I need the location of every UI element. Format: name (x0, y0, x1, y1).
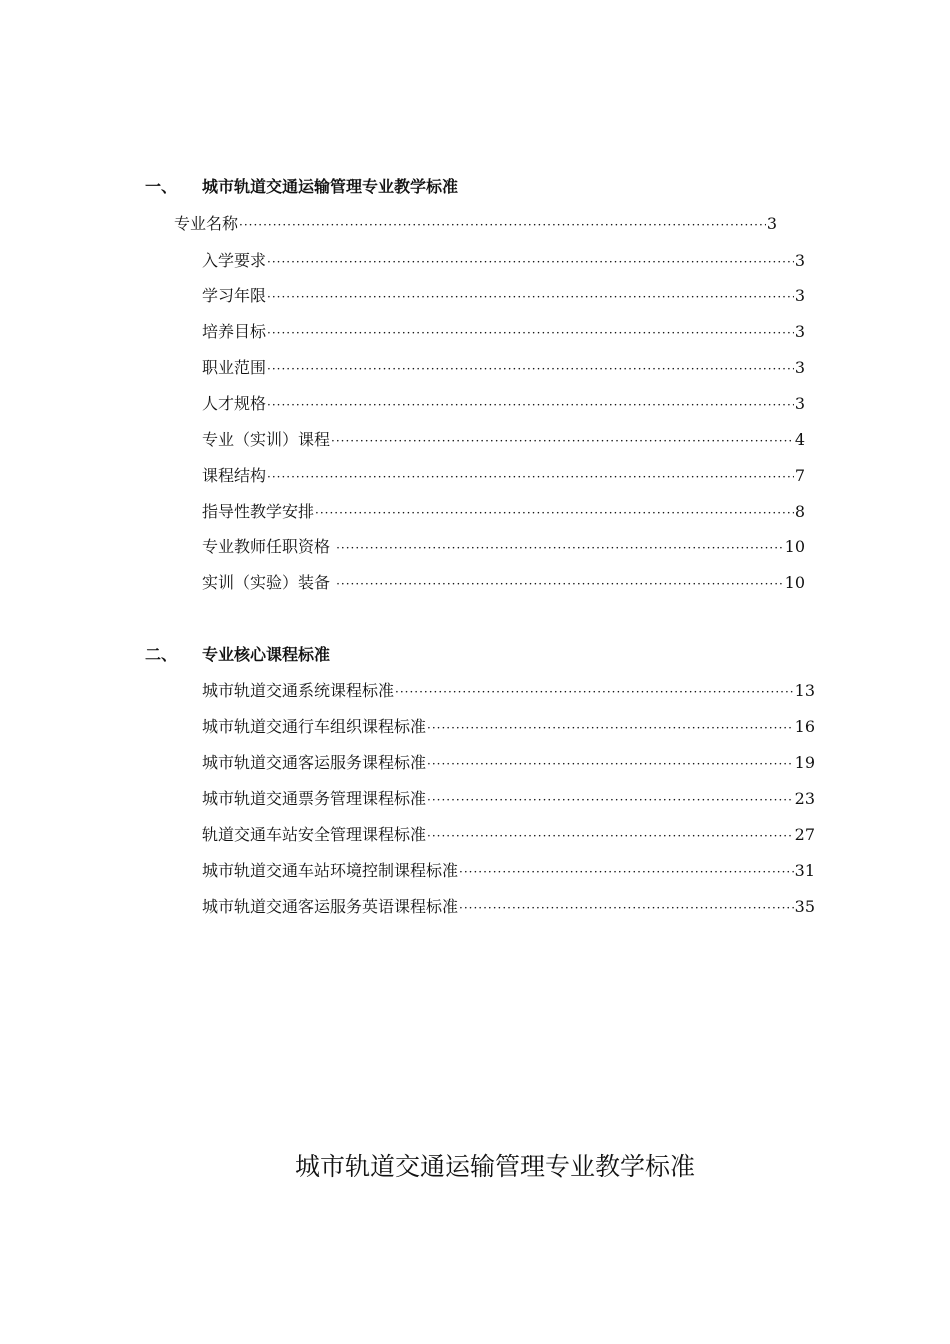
toc-entry-page: 23 (794, 789, 815, 808)
toc-entry[interactable] (202, 572, 805, 595)
toc-leader-dots (267, 466, 794, 488)
toc-entry[interactable] (202, 716, 815, 739)
section-1-title: 城市轨道交通运输管理专业教学标准 (202, 177, 459, 196)
toc-entry-label: 实训（实验）装备 (202, 573, 336, 592)
toc-entry[interactable] (202, 357, 805, 380)
toc-entry-page: 3 (794, 394, 805, 413)
toc-entry-page: 13 (794, 681, 815, 700)
toc-entry-label: 城市轨道交通车站环境控制课程标准 (202, 861, 459, 880)
section-2-number: 二、 (145, 645, 178, 664)
toc-entry[interactable] (202, 752, 815, 775)
toc-entry-label: 专业（实训）课程 (202, 430, 331, 449)
toc-entry-page: 4 (794, 430, 805, 449)
toc-entry-label: 轨道交通车站安全管理课程标准 (202, 825, 427, 844)
toc-entry[interactable] (174, 213, 777, 236)
toc-entry-label: 人才规格 (202, 394, 267, 413)
toc-entry-page: 31 (794, 861, 815, 880)
toc-entry[interactable] (202, 321, 805, 344)
toc-leader-dots (336, 537, 784, 559)
toc-leader-dots (267, 358, 794, 380)
toc-entry[interactable] (202, 465, 805, 488)
toc-entry[interactable] (202, 501, 805, 524)
toc-leader-dots (267, 394, 794, 416)
toc-entry-label: 指导性教学安排 (202, 502, 315, 521)
toc-entry[interactable] (202, 680, 815, 703)
toc-entry-page: 27 (794, 825, 815, 844)
toc-entry-page: 8 (794, 502, 805, 521)
toc-entry[interactable] (202, 860, 815, 883)
toc-entry-page: 7 (794, 466, 805, 485)
toc-leader-dots (331, 430, 794, 452)
toc-entry-label: 入学要求 (202, 251, 267, 270)
toc-leader-dots (427, 825, 794, 847)
toc-entry-label: 专业名称 (174, 214, 239, 233)
toc-entry-label: 培养目标 (202, 322, 267, 341)
toc-leader-dots (267, 322, 794, 344)
toc-entry-label: 城市轨道交通客运服务英语课程标准 (202, 897, 459, 916)
toc-entry-label: 城市轨道交通行车组织课程标准 (202, 717, 427, 736)
toc-leader-dots (395, 681, 794, 703)
section-2-heading (145, 645, 330, 665)
toc-entry-page: 10 (784, 537, 805, 556)
toc-entry-page: 3 (794, 251, 805, 270)
toc-leader-dots (267, 286, 794, 308)
toc-entry-page: 10 (784, 573, 805, 592)
toc-entry-label: 城市轨道交通票务管理课程标准 (202, 789, 427, 808)
toc-entry-label: 课程结构 (202, 466, 267, 485)
toc-leader-dots (336, 573, 784, 595)
document-title: 城市轨道交通运输管理专业教学标准 (294, 1152, 695, 1181)
toc-entry-label: 城市轨道交通系统课程标准 (202, 681, 395, 700)
toc-entry-label: 城市轨道交通客运服务课程标准 (202, 753, 427, 772)
toc-entry-page: 3 (766, 214, 777, 233)
toc-entry[interactable] (202, 824, 815, 847)
toc-leader-dots (427, 753, 794, 775)
toc-entry-page: 35 (794, 897, 815, 916)
toc-entry-page: 16 (794, 717, 815, 736)
toc-entry-page: 3 (794, 358, 805, 377)
toc-entry[interactable] (202, 393, 805, 416)
toc-entry[interactable] (202, 536, 805, 559)
toc-entry[interactable] (202, 788, 815, 811)
toc-entry-label: 专业教师任职资格 (202, 537, 336, 556)
toc-entry-page: 3 (794, 322, 805, 341)
toc-leader-dots (459, 861, 794, 883)
toc-entry-label: 学习年限 (202, 286, 267, 305)
toc-leader-dots (239, 214, 766, 236)
toc-leader-dots (427, 717, 794, 739)
section-2-title: 专业核心课程标准 (202, 645, 331, 664)
toc-entry-label: 职业范围 (202, 358, 267, 377)
toc-entry-page: 19 (794, 753, 815, 772)
toc-leader-dots (315, 502, 794, 524)
section-1-number: 一、 (145, 177, 178, 196)
toc-entry[interactable] (202, 896, 815, 919)
toc-leader-dots (267, 251, 794, 273)
toc-leader-dots (427, 789, 794, 811)
toc-entry[interactable] (202, 250, 805, 273)
toc-entry[interactable] (202, 429, 805, 452)
toc-entry-page: 3 (794, 286, 805, 305)
toc-entry[interactable] (202, 285, 805, 308)
section-1-heading (145, 177, 458, 197)
toc-leader-dots (459, 897, 794, 919)
